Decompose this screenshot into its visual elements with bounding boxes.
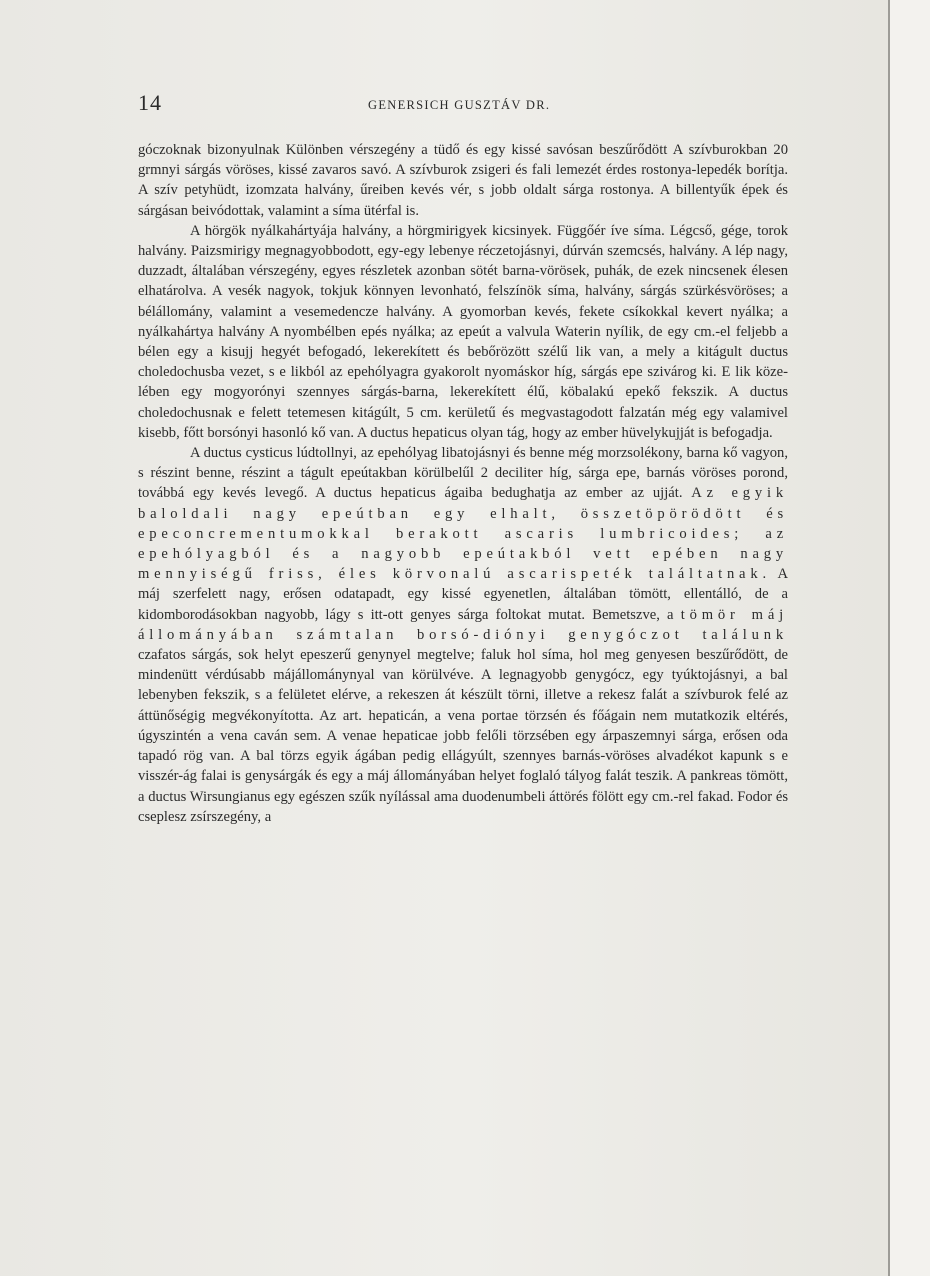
paragraph-1-part-1: góczoknak bizonyulnak Különben vérszegény a tüdő és egy kissé savósan beszűrődött A szívburokban 20 grmnyi sárgás vöröses, kissé zavaros savó. A szívburok zsigeri és fali lemezét érdes rostonya-lepedék borítja. A szív petyhüdt, izomzata halvány, űreiben kevés vér, s jobb oldalt sárga rostonya. A billentyűk épek és sárgásan beivódottak, valamint a síma ütérfal is. (138, 142, 788, 219)
paragraph-2-part-1: A hörgök nyálkahártyája halvány, a hörgmirigyek kicsinyek. Függőér íve síma. Légcső, gége, torok halvány. Paizsmirigy megnagyobbodott, egy-egy lebenye réczetojásnyi, dúrván szemcsés, halvány. A lép nagy, duzzadt, általában vérszegény, egyes részletek azonban sötét barna-vörösek, puhák, de ezek nincsenek élesen elhatárolva. A vesék nagyok, tokjuk könnyen levonható, felszínök síma, halvány, sárgás szürkésvöröses; a bélállomány, valamint a vesemedencze halvány. A gyomorban kevés, fekete csíkokkal kevert nyálka; a nyálkahártya halvány A nyombélben epés nyálka; az epeút a valvula Waterin nyílik, de egy cm.-el feljebb a bélen egy a kisujj hegyét befogadó, lekerekített és bebőrözött szélű lik van, a mely a kitágult ductus choledochusba vezet, s e likból az epehólyagra gyakorolt nyomáskor híg, sárgás epe szivárog ki. E lik közelében egy mogyorónyi szennyes sárgás-barna, lekerekített élű, köbalakú epekő fekszik. A ductus choledochusnak e felett tetemesen kitágúlt, 5 cm. kerületű és megvastagodott falzatán még egy valamivel kisebb, főtt borsónyi hasonló kő van. A ductus hepaticus olyan tág, hogy az ember hüvelykujját is befogadja. (138, 222, 788, 441)
page-header (138, 90, 788, 120)
body-text (138, 140, 788, 827)
page-number: 14 (138, 90, 162, 115)
page-fold-line (888, 0, 890, 1276)
running-head: GENERSICH GUSZTÁV DR. (368, 98, 551, 112)
paragraph-3 (138, 443, 788, 827)
paragraph-3-part-3: A máj szerfelett nagy, erősen odatapadt, egy kissé egyenetlen, általában tömött, ellentálló, de a kidomborodásokban nagyobb, lágy s itt-ott genyes sárga foltokat mutat. Bemetszve, a (138, 566, 788, 623)
paragraph-3-spaced-emphasis-1: Az egyik baloldali nagy epeútban egy elhalt, összetöpörödött és epeconcrementumokkal berakott ascaris lumbricoides; az epehólyagból és a nagyobb epeútakból vett epében nagy mennyiségű friss, éles körvonalú ascarispeték találtatnak. (138, 485, 788, 583)
paragraph-3-spaced-emphasis-2: tömör máj állományában számtalan borsó-diónyi genygóczot találunk (138, 606, 788, 643)
paragraph-3-part-5: czafatos sárgás, sok helyt epeszerű genynyel megtelve; faluk hol síma, hol meg genyesen beszűrődött, de mindenütt vérdúsabb májállománynyal van körülvéve. A legnagyobb genygócz, egy tyúktojásnyi, a bal lebenyben fekszik, s a felületet elérve, a rekeszen át készült törni, illetve a rekesz falát a szívburok felé az áttünőségig megvékonyította. Az art. hepaticán, a vena portae törzsén és főágain nem mutatkozik eltérés, úgyszintén a vena caván sem. A venae hepaticae jobb felőli törzsében egy árpaszemnyi sárga, erősen oda tapadó rög van. A bal törzs egyik ágában pedig ellágyúlt, szennyes barnás-vöröses alvadékot kapunk s e visszér-ág falai is genysárgák és egy a máj állományában helyet foglaló tályog falát teszik. A pankreas tömött, a ductus Wirsungianus egy egészen szűk nyílással ama duodenumbeli áttörés fölött egy cm.-rel fakad. Fodor és cseplesz zsírszegény, a (138, 647, 788, 825)
paragraph-2 (138, 221, 788, 443)
paragraph-1 (138, 140, 788, 221)
facing-page-strip (890, 0, 930, 1276)
paragraph-3-part-1: A ductus cysticus lúdtollnyi, az epehólyag libatojásnyi és benne még morzsolékony, barna kő vagyon, s részint benne, részint a tágult epeútakban körülbelűl 2 deciliter híg, sárga epe, barnás vöröses porond, továbbá egy kevés levegő. A ductus hepaticus ágaiba bedughatja az ember az ujját. (138, 445, 788, 502)
